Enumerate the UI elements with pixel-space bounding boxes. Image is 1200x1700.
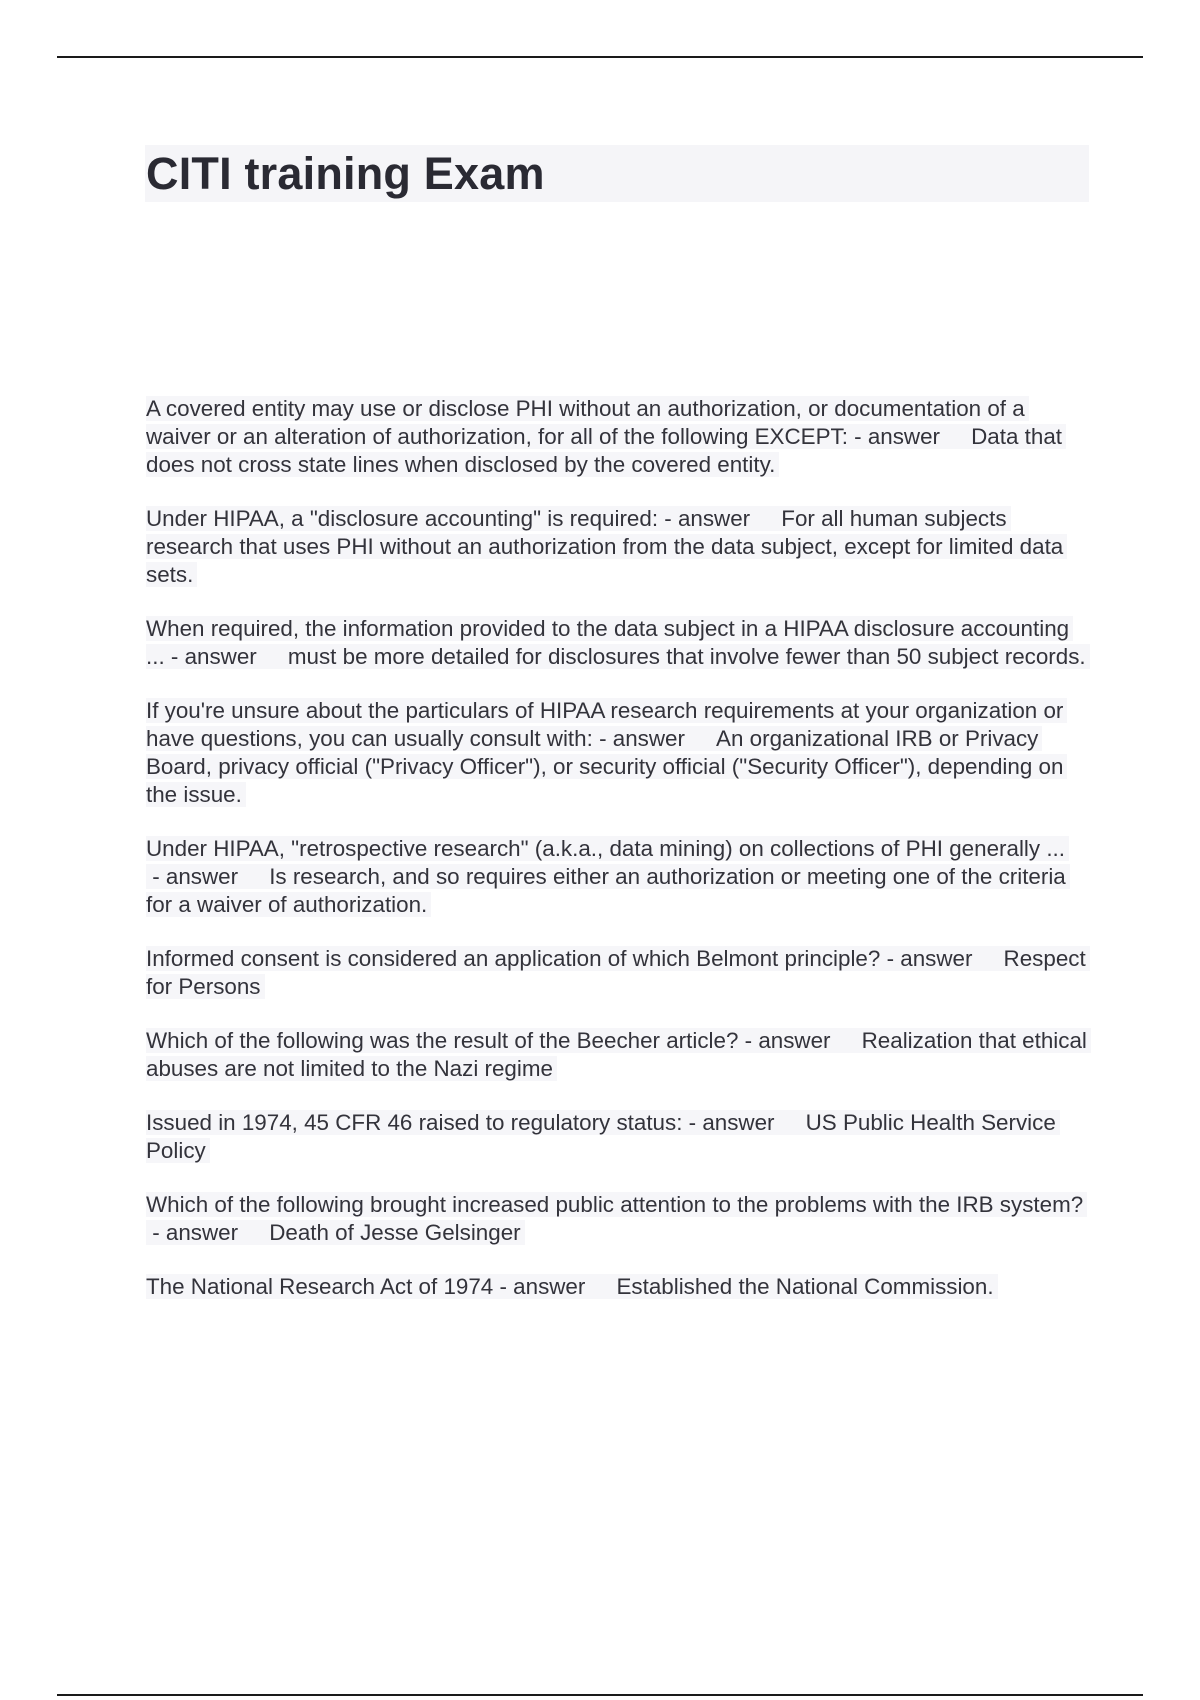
answer-separator: - answer xyxy=(493,1274,592,1299)
answer-text: US Public Health Service Policy xyxy=(146,1110,1056,1163)
question-text: Issued in 1974, 45 CFR 46 raised to regulatory status: xyxy=(146,1110,683,1135)
answer-text: Respect for Persons xyxy=(146,946,1086,999)
qa-item xyxy=(146,1027,1091,1083)
top-rule xyxy=(57,56,1143,58)
qa-item xyxy=(146,945,1091,1001)
answer-text: Data that does not cross state lines when disclosed by the covered entity. xyxy=(146,424,1063,477)
answer-separator: - answer xyxy=(146,864,245,889)
answer-text: Realization that ethical abuses are not limited to the Nazi regime xyxy=(146,1028,1087,1081)
answer-separator: - answer xyxy=(164,644,263,669)
answer-separator: - answer xyxy=(880,946,979,971)
question-text: Under HIPAA, "retrospective research" (a.k.a., data mining) on collections of PHI generally ... xyxy=(146,836,1065,861)
qa-item xyxy=(146,505,1091,589)
answer-text: Death of Jesse Gelsinger xyxy=(269,1220,521,1245)
question-text: If you're unsure about the particulars of HIPAA research requirements at your organization or have questions, you can usually consult with: xyxy=(146,698,1064,751)
answer-separator: - answer xyxy=(658,506,757,531)
qa-list xyxy=(146,395,1091,1327)
answer-text: An organizational IRB or Privacy Board, privacy official ("Privacy Officer"), or security official ("Security Officer"), depending on the issue. xyxy=(146,726,1064,807)
question-text: A covered entity may use or disclose PHI without an authorization, or documentation of a waiver or an alteration of authorization, for all of the following EXCEPT: xyxy=(146,396,1025,449)
question-text: Informed consent is considered an application of which Belmont principle? xyxy=(146,946,881,971)
qa-item xyxy=(146,1109,1091,1165)
answer-separator: - answer xyxy=(847,424,947,449)
question-text: When required, the information provided to the data subject in a HIPAA disclosure accounting ... xyxy=(146,616,1070,669)
answer-separator: - answer xyxy=(592,726,692,751)
qa-item xyxy=(146,1191,1091,1247)
qa-item xyxy=(146,615,1091,671)
question-text: Which of the following was the result of the Beecher article? xyxy=(146,1028,739,1053)
qa-item xyxy=(146,1273,1091,1301)
qa-item xyxy=(146,395,1091,479)
answer-text: Established the National Commission. xyxy=(616,1274,994,1299)
answer-text: must be more detailed for disclosures that involve fewer than 50 subject records. xyxy=(287,644,1086,669)
question-text: Under HIPAA, a "disclosure accounting" is required: xyxy=(146,506,659,531)
page-title: CITI training Exam xyxy=(146,148,545,199)
answer-text: For all human subjects research that uses PHI without an authorization from the data subject, except for limited data sets. xyxy=(146,506,1064,587)
answer-separator: - answer xyxy=(738,1028,837,1053)
answer-text: Is research, and so requires either an authorization or meeting one of the criteria for a waiver of authorization. xyxy=(146,864,1066,917)
answer-separator: - answer xyxy=(146,1220,245,1245)
answer-separator: - answer xyxy=(682,1110,781,1135)
qa-item xyxy=(146,835,1091,919)
bottom-rule xyxy=(57,1694,1143,1696)
question-text: Which of the following brought increased public attention to the problems with the IRB system? xyxy=(146,1192,1084,1217)
question-text: The National Research Act of 1974 xyxy=(146,1274,494,1299)
qa-item xyxy=(146,697,1091,809)
